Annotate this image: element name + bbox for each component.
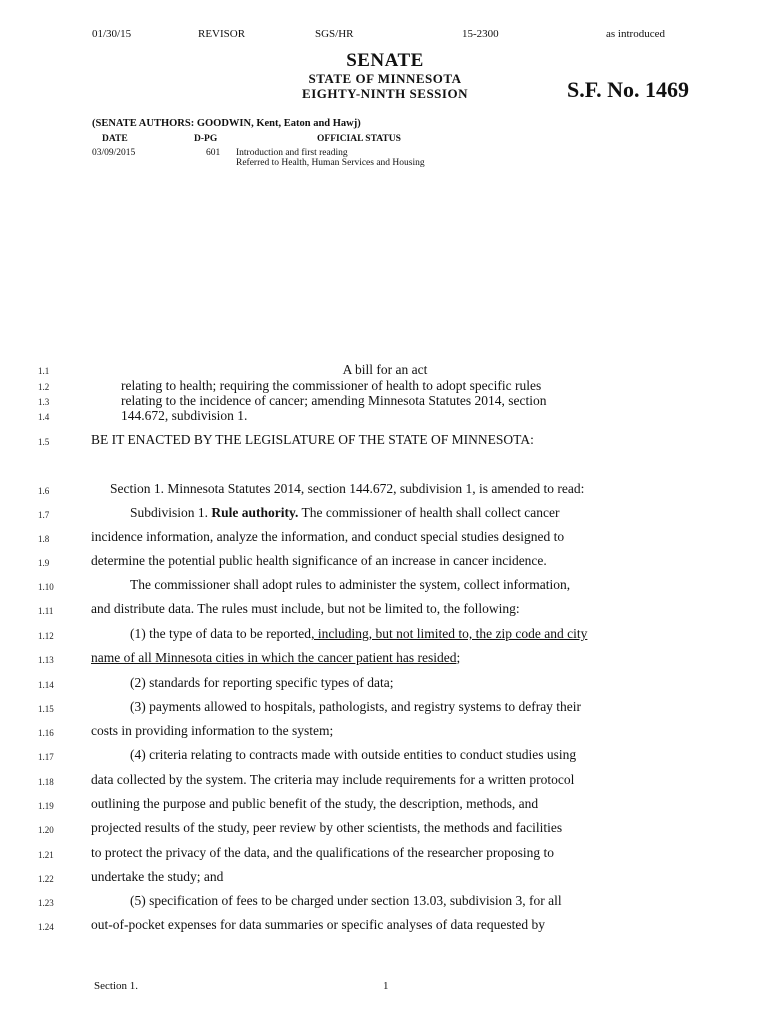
bill-line: to protect the privacy of the data, and the qualifications of the researcher proposing to	[91, 845, 554, 860]
bill-line: costs in providing information to the system;	[91, 723, 334, 738]
bill-line: relating to the incidence of cancer; amending Minnesota Statutes 2014, section	[121, 393, 547, 408]
line-number: 1.3	[38, 397, 50, 407]
line-number: 1.6	[38, 486, 50, 496]
footer-section: Section 1.	[94, 980, 138, 992]
bill-line: (4) criteria relating to contracts made with outside entities to conduct studies using	[130, 747, 577, 762]
line-number: 1.8	[38, 534, 50, 544]
bill-line: relating to health; requiring the commissioner of health to adopt specific rules	[121, 378, 542, 393]
line-number: 1.13	[38, 655, 54, 665]
bill-heading: A bill for an act	[342, 362, 428, 377]
bill-line	[130, 505, 559, 521]
rule-authority-heading: Rule authority.	[211, 505, 299, 520]
header-status: as introduced	[606, 28, 665, 40]
status-header-official: OFFICIAL STATUS	[317, 134, 401, 144]
bill-line: out-of-pocket expenses for data summaries or specific analyses of data requested by	[91, 917, 545, 932]
senate-authors: (SENATE AUTHORS: GOODWIN, Kent, Eaton and Hawj)	[92, 118, 361, 129]
bill-line: projected results of the study, peer review by other scientists, the methods and facilities	[91, 820, 563, 835]
status-header-dpg: D-PG	[194, 134, 218, 144]
status-row-action-2: Referred to Health, Human Services and Housing	[236, 158, 425, 168]
line-number: 1.18	[38, 777, 54, 787]
bill-number: S.F. No. 1469	[567, 77, 690, 102]
bill-line: determine the potential public health significance of an increase in cancer incidence.	[91, 553, 547, 568]
bill-line-text: (1) the type of data to be reported	[130, 626, 312, 641]
inserted-text: , including, but not limited to, the zip code and city	[311, 626, 588, 641]
line-number: 1.16	[38, 728, 54, 738]
bill-line: Section 1. Minnesota Statutes 2014, section 144.672, subdivision 1, is amended to read:	[110, 481, 585, 496]
header-doc-id: 15-2300	[462, 28, 499, 40]
inserted-text: name of all Minnesota cities in which the cancer patient has resided	[91, 650, 457, 665]
bill-line: data collected by the system. The criteria may include requirements for a written protocol	[91, 772, 575, 787]
subdivision-label: Subdivision 1.	[130, 505, 212, 520]
line-number: 1.2	[38, 382, 50, 392]
page-number: 1	[383, 980, 389, 992]
bill-line: and distribute data. The rules must include, but not be limited to, the following:	[91, 601, 520, 616]
bill-line: outlining the purpose and public benefit of the study, the description, methods, and	[91, 796, 539, 811]
bill-line	[130, 626, 587, 642]
line-number: 1.22	[38, 874, 54, 884]
status-row-date: 03/09/2015	[92, 148, 136, 158]
bill-line-text: The commissioner of health shall collect cancer	[298, 505, 560, 520]
header-revisor: REVISOR	[198, 28, 246, 40]
bill-line: (3) payments allowed to hospitals, pathologists, and registry systems to defray their	[130, 699, 582, 714]
bill-line: 144.672, subdivision 1.	[121, 408, 248, 423]
line-number: 1.14	[38, 680, 54, 690]
line-number: 1.1	[38, 366, 50, 376]
line-number: 1.11	[38, 606, 54, 616]
status-header-date: DATE	[102, 134, 128, 144]
line-number: 1.5	[38, 437, 50, 447]
line-number: 1.19	[38, 801, 54, 811]
bill-line: (5) specification of fees to be charged under section 13.03, subdivision 3, for all	[130, 893, 562, 908]
header-initials: SGS/HR	[315, 28, 354, 40]
status-row-dpg: 601	[206, 148, 221, 158]
status-row-action-1: Introduction and first reading	[236, 148, 348, 158]
line-number: 1.21	[38, 850, 54, 860]
line-number: 1.10	[38, 582, 54, 592]
bill-line: The commissioner shall adopt rules to administer the system, collect information,	[130, 577, 571, 592]
state-title: STATE OF MINNESOTA	[308, 71, 462, 86]
bill-line: (2) standards for reporting specific types of data;	[130, 675, 394, 690]
session-title: EIGHTY-NINTH SESSION	[302, 86, 468, 101]
bill-line: incidence information, analyze the information, and conduct special studies designed to	[91, 529, 565, 544]
line-number: 1.9	[38, 558, 50, 568]
line-number: 1.7	[38, 510, 50, 520]
line-number: 1.15	[38, 704, 54, 714]
line-number: 1.23	[38, 898, 54, 908]
line-number: 1.12	[38, 631, 54, 641]
bill-line-text: ;	[456, 650, 461, 665]
line-number: 1.24	[38, 922, 54, 932]
senate-title: SENATE	[346, 50, 424, 71]
header-date: 01/30/15	[92, 28, 132, 40]
bill-line	[91, 650, 460, 666]
line-number: 1.17	[38, 752, 54, 762]
line-number: 1.20	[38, 825, 54, 835]
enacting-clause: BE IT ENACTED BY THE LEGISLATURE OF THE STATE OF MINNESOTA:	[91, 432, 534, 447]
bill-line: undertake the study; and	[91, 869, 224, 884]
line-number: 1.4	[38, 412, 50, 422]
